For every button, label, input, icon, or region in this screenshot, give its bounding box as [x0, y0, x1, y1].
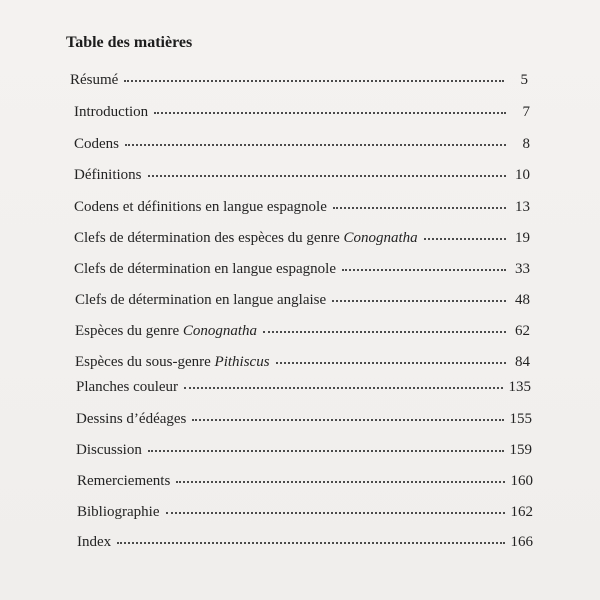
toc-entry-label — [74, 136, 119, 153]
toc-entry-label — [76, 442, 142, 459]
toc-entry-page: 160 — [510, 473, 533, 489]
text: Résumé — [70, 72, 119, 88]
text: Bibliographie — [77, 504, 160, 520]
toc-entry — [75, 354, 530, 371]
toc-entry — [74, 136, 530, 153]
text: Introduction — [74, 104, 149, 120]
toc-entry — [76, 411, 532, 428]
toc-entry-label — [75, 354, 270, 371]
toc-entry — [70, 72, 528, 89]
toc-entry-label — [74, 167, 142, 184]
text: Espèces du genre — [75, 323, 183, 339]
italic-text: Pithiscus — [214, 354, 270, 370]
toc-entry-label — [74, 261, 336, 278]
dot-leader — [166, 512, 505, 514]
toc-entry-page: 159 — [509, 442, 532, 458]
toc-entry-page: 48 — [515, 292, 530, 308]
text: Index — [77, 534, 112, 550]
dot-leader — [333, 207, 506, 209]
toc-entry-page: 10 — [515, 167, 530, 183]
toc-entry-label — [74, 230, 418, 247]
toc-entry-page: 13 — [515, 199, 530, 215]
toc-entry — [76, 442, 532, 459]
toc-entry — [75, 292, 530, 309]
dot-leader — [117, 542, 504, 544]
toc-entry-label — [77, 473, 170, 490]
dot-leader — [192, 419, 503, 421]
dot-leader — [342, 269, 506, 271]
toc-entry-label — [76, 379, 178, 396]
toc-entry-label — [77, 534, 111, 551]
toc-entry — [75, 323, 530, 340]
dot-leader — [424, 238, 506, 240]
text: Dessins d’édéages — [76, 411, 187, 427]
text: Discussion — [76, 442, 142, 458]
toc-title: Table des matières — [66, 34, 193, 51]
toc-entry — [77, 504, 533, 521]
toc-entry-page: 7 — [522, 104, 530, 120]
toc-entry-label — [77, 504, 160, 521]
text: Codens — [74, 136, 119, 152]
toc-entry-page: 19 — [515, 230, 530, 246]
toc-entry — [74, 104, 530, 121]
toc-entry-page: 62 — [515, 323, 530, 339]
dot-leader — [124, 80, 504, 82]
toc-entry — [74, 167, 530, 184]
text: Clefs de détermination des espèces du genre — [74, 230, 344, 246]
toc-entry — [76, 379, 531, 396]
text: Codens et définitions en langue espagnole — [74, 199, 327, 215]
toc-entry-label — [74, 199, 327, 216]
text: Planches couleur — [76, 379, 179, 395]
toc-entry-label — [75, 323, 257, 340]
toc-entry — [74, 199, 530, 216]
toc-entry — [74, 230, 530, 247]
toc-entry-page: 162 — [510, 504, 533, 520]
toc-entry-label — [76, 411, 186, 428]
toc-entry-page: 155 — [509, 411, 532, 427]
text: Espèces du sous-genre — [75, 354, 215, 370]
text: Clefs de détermination en langue espagnole — [74, 261, 336, 277]
text: Remerciements — [77, 473, 171, 489]
toc-entry-page: 8 — [522, 136, 530, 152]
dot-leader — [184, 387, 502, 389]
toc-entry-page: 33 — [515, 261, 530, 277]
dot-leader — [276, 362, 506, 364]
text: Clefs de détermination en langue anglaise — [75, 292, 327, 308]
dot-leader — [263, 331, 506, 333]
toc-entry — [77, 534, 533, 551]
dot-leader — [176, 481, 504, 483]
dot-leader — [148, 450, 504, 452]
dot-leader — [148, 175, 507, 177]
toc-entry — [77, 473, 533, 490]
toc-entry-label — [75, 292, 326, 309]
toc-entry-label — [74, 104, 148, 121]
toc-entry-page: 135 — [508, 379, 531, 395]
toc-entry-page: 84 — [515, 354, 530, 370]
toc-entry — [74, 261, 530, 278]
italic-text: Conognatha — [343, 230, 418, 246]
toc-entry-page: 166 — [510, 534, 533, 550]
dot-leader — [154, 112, 506, 114]
toc-entry-page: 5 — [520, 72, 528, 88]
toc-entry-label — [70, 72, 118, 89]
italic-text: Conognatha — [182, 323, 258, 339]
dot-leader — [125, 144, 506, 146]
dot-leader — [332, 300, 506, 302]
text: Définitions — [74, 167, 142, 183]
